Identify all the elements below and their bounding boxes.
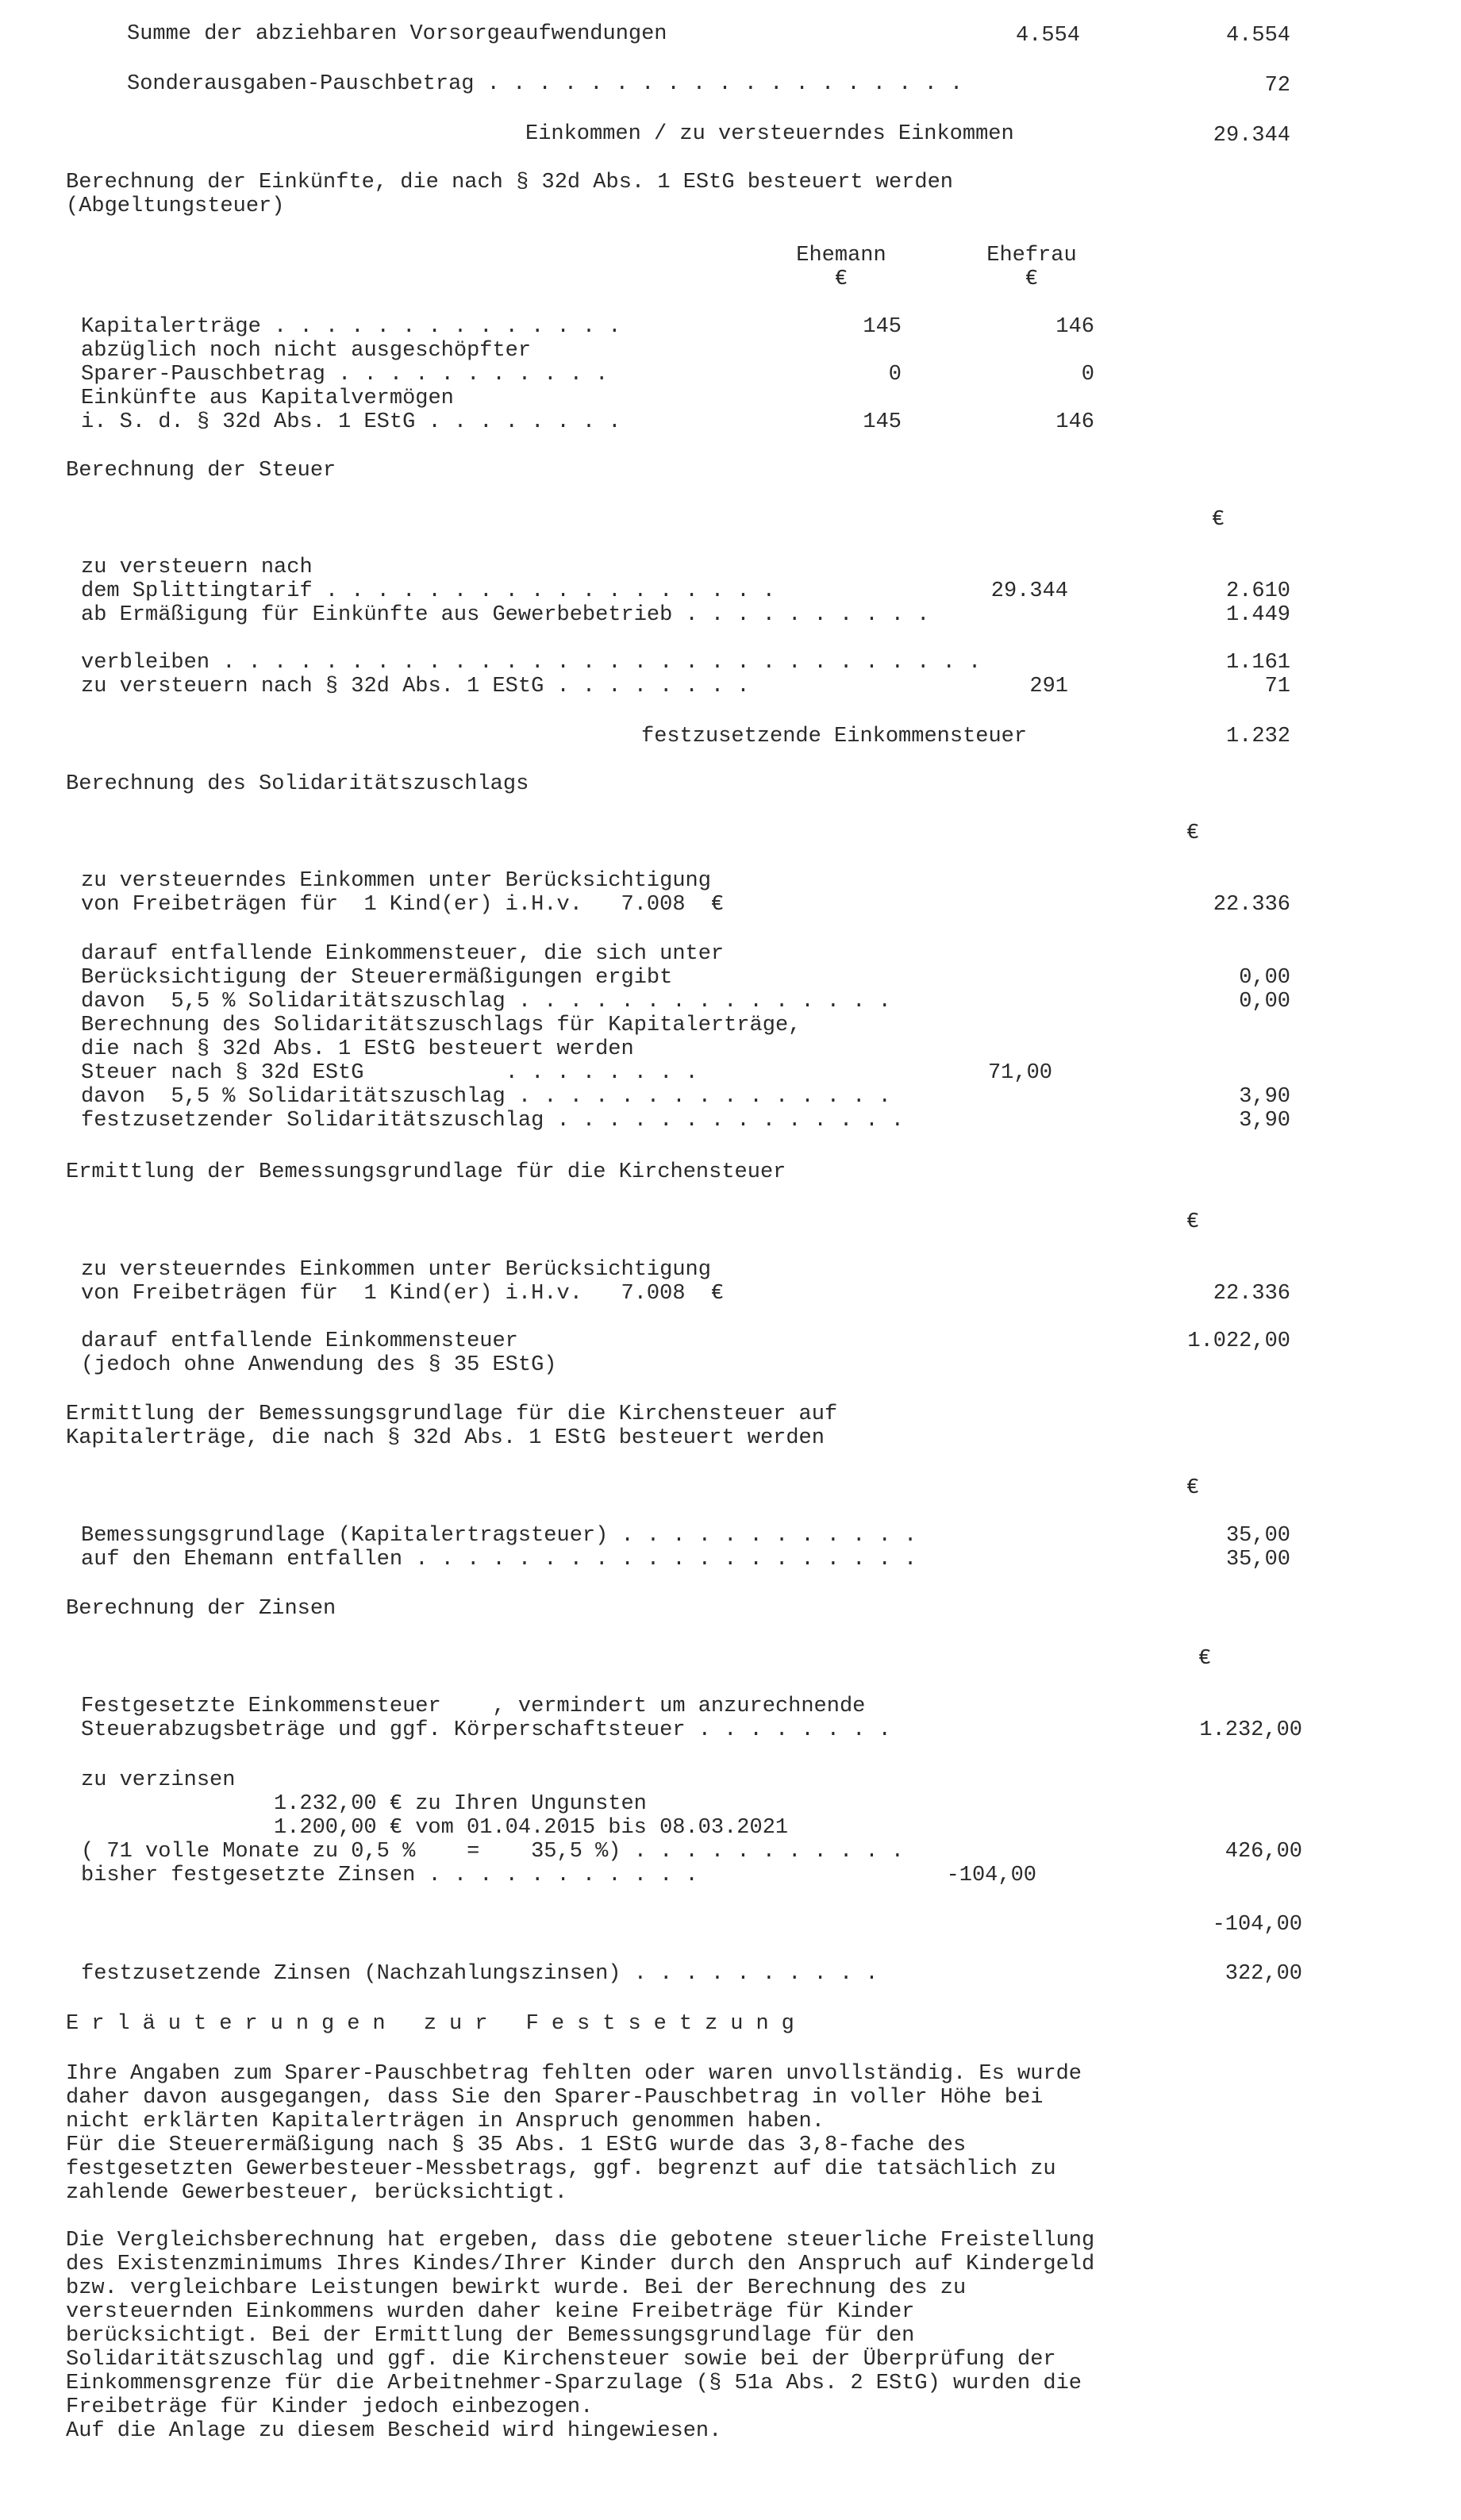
steuer-heading: Berechnung der Steuer <box>66 459 336 483</box>
erlaeuterungen-line: Freibeträge für Kinder jedoch einbezogen. <box>66 2395 594 2419</box>
soli-mid-8: 71,00 <box>987 1061 1052 1085</box>
soli-line-2: von Freibeträgen für 1 Kind(er) i.H.v. 7.008 € <box>81 893 725 917</box>
zinsen-line-2: Steuerabzugsbeträge und ggf. Körperschaftsteuer . . . . . . . . <box>81 1718 891 1742</box>
soli-currency: € <box>1186 821 1200 845</box>
col-ehefrau: Ehefrau <box>986 244 1077 267</box>
steuer-row-4-value: 1.161 <box>1225 651 1290 675</box>
col-ehefrau-currency: € <box>1025 267 1039 291</box>
erlaeuterungen-line: bzw. vergleichbare Leistungen bewirkt wurde. Bei der Berechnung des zu <box>66 2276 967 2300</box>
vorsorge-value-2: 4.554 <box>1225 24 1290 48</box>
kirche-kap-value-1: 35,00 <box>1225 1524 1290 1548</box>
kirche-kap-heading-1: Ermittlung der Bemessungsgrundlage für die Kirchensteuer auf <box>66 1402 838 1426</box>
kirche-line-1: zu versteuerndes Einkommen unter Berücksichtigung <box>81 1258 711 1282</box>
soli-line-3: darauf entfallende Einkommensteuer, die sich unter <box>81 942 725 966</box>
kirche-kap-line-1: Bemessungsgrundlage (Kapitalertragsteuer) . . . . . . . . . . . . <box>81 1524 917 1548</box>
soli-line-7: die nach § 32d Abs. 1 EStG besteuert werden <box>81 1037 634 1061</box>
zinsen-mid-7: -104,00 <box>946 1864 1036 1887</box>
soli-line-5: davon 5,5 % Solidaritätszuschlag . . . . . . . . . . . . . . . <box>81 990 891 1014</box>
abgeltung-row-ehemann: 145 <box>863 315 902 339</box>
soli-line-4: Berücksichtigung der Steuerermäßigungen ergibt <box>81 966 673 990</box>
vorsorge-value-1: 4.554 <box>1015 24 1080 48</box>
kirche-currency: € <box>1186 1210 1200 1234</box>
steuer-row-2-mid: 29.344 <box>990 579 1068 603</box>
erlaeuterungen-line: Die Vergleichsberechnung hat ergeben, dass die gebotene steuerliche Freistellung <box>66 2229 1095 2253</box>
erlaeuterungen-line: versteuernden Einkommens wurden daher keine Freibeträge für Kinder <box>66 2300 915 2324</box>
erlaeuterungen-line: Einkommensgrenze für die Arbeitnehmer-Sparzulage (§ 51a Abs. 2 EStG) wurden die <box>66 2372 1082 2395</box>
abgeltung-row-label: Sparer-Pauschbetrag . . . . . . . . . . . <box>81 363 609 387</box>
col-ehemann: Ehemann <box>796 244 886 267</box>
erlaeuterungen-line: zahlende Gewerbesteuer, berücksichtigt. <box>66 2181 567 2205</box>
zinsen-value-2: 1.232,00 <box>1199 1718 1302 1742</box>
soli-value-2: 22.336 <box>1213 893 1290 917</box>
einkommen-label: Einkommen / zu versteuerndes Einkommen <box>525 122 1014 146</box>
soli-line-9: davon 5,5 % Solidaritätszuschlag . . . . . . . . . . . . . . . <box>81 1085 891 1109</box>
zinsen-heading: Berechnung der Zinsen <box>66 1597 336 1621</box>
erlaeuterungen-line: Für die Steuerermäßigung nach § 35 Abs. 1 EStG wurde das 3,8-fache des <box>66 2133 967 2157</box>
erlaeuterungen-line: Auf die Anlage zu diesem Bescheid wird hingewiesen. <box>66 2419 722 2443</box>
erlaeuterungen-heading: Erläuterungen zur Festsetzung <box>66 2012 807 2036</box>
col-ehemann-currency: € <box>834 267 848 291</box>
abgeltung-row-label: Einkünfte aus Kapitalvermögen <box>81 387 454 410</box>
abgeltung-row-ehemann: 145 <box>863 410 902 434</box>
zinsen-value-6: 426,00 <box>1225 1840 1302 1864</box>
abgeltung-row-label: abzüglich noch nicht ausgeschöpfter <box>81 339 532 363</box>
steuer-row-5-mid: 291 <box>1029 675 1068 698</box>
soli-value-5: 0,00 <box>1239 990 1290 1014</box>
zinsen-line-1: Festgesetzte Einkommensteuer , vermindert um anzurechnende <box>81 1695 866 1718</box>
kirche-line-4: (jedoch ohne Anwendung des § 35 EStG) <box>81 1353 557 1377</box>
soli-line-1: zu versteuerndes Einkommen unter Berücksichtigung <box>81 869 711 893</box>
steuer-row-1-label: zu versteuern nach <box>81 556 313 579</box>
zinsen-value-8: -104,00 <box>1212 1913 1302 1937</box>
kirche-value-3: 1.022,00 <box>1187 1329 1290 1353</box>
kirche-heading: Ermittlung der Bemessungsgrundlage für die Kirchensteuer <box>66 1160 786 1184</box>
steuer-currency: € <box>1212 508 1225 532</box>
kirche-kap-value-2: 35,00 <box>1225 1548 1290 1572</box>
abgeltung-heading-2: (Abgeltungsteuer) <box>66 194 285 218</box>
zinsen-currency: € <box>1198 1647 1212 1671</box>
steuer-row-3-value: 1.449 <box>1225 603 1290 627</box>
soli-value-10: 3,90 <box>1239 1109 1290 1133</box>
soli-line-8: Steuer nach § 32d EStG . . . . . . . . <box>81 1061 698 1085</box>
steuer-row-2-label: dem Splittingtarif . . . . . . . . . . . . . . . . . . <box>81 579 775 603</box>
einkommen-value: 29.344 <box>1213 124 1290 148</box>
abgeltung-heading-1: Berechnung der Einkünfte, die nach § 32d Abs. 1 EStG besteuert werden <box>66 171 953 194</box>
abgeltung-row-ehefrau: 0 <box>1081 363 1094 387</box>
steuer-total-label: festzusetzende Einkommensteuer <box>641 725 1028 748</box>
soli-line-10: festzusetzender Solidaritätszuschlag . . . . . . . . . . . . . . <box>81 1109 904 1133</box>
steuer-row-5-label: zu versteuern nach § 32d Abs. 1 EStG . . . . . . . . <box>81 675 750 698</box>
soli-heading: Berechnung des Solidaritätszuschlags <box>66 772 529 796</box>
kirche-kap-heading-2: Kapitalerträge, die nach § 32d Abs. 1 EStG besteuert werden <box>66 1426 825 1450</box>
erlaeuterungen-line: nicht erklärten Kapitalerträgen in Anspruch genommen haben. <box>66 2110 825 2133</box>
sonderausgaben-label: Sonderausgaben-Pauschbetrag . . . . . . . . . . . . . . . . . . . <box>127 72 963 96</box>
soli-value-4: 0,00 <box>1239 966 1290 990</box>
erlaeuterungen-line: des Existenzminimums Ihres Kindes/Ihrer Kinder durch den Anspruch auf Kindergeld <box>66 2253 1095 2276</box>
abgeltung-row-label: Kapitalerträge . . . . . . . . . . . . . . <box>81 315 621 339</box>
kirche-line-2: von Freibeträgen für 1 Kind(er) i.H.v. 7.008 € <box>81 1282 725 1306</box>
vorsorge-label: Summe der abziehbaren Vorsorgeaufwendungen <box>127 22 667 46</box>
zinsen-line-6: ( 71 volle Monate zu 0,5 % = 35,5 %) . . . . . . . . . . . <box>81 1840 904 1864</box>
erlaeuterungen-line: daher davon ausgegangen, dass Sie den Sparer-Pauschbetrag in voller Höhe bei <box>66 2086 1044 2110</box>
zinsen-line-3: zu verzinsen <box>81 1768 236 1792</box>
steuer-row-5-value: 71 <box>1264 675 1290 698</box>
steuer-row-2-value: 2.610 <box>1225 579 1290 603</box>
kirche-value-2: 22.336 <box>1213 1282 1290 1306</box>
kirche-kap-currency: € <box>1186 1476 1200 1500</box>
abgeltung-row-label: i. S. d. § 32d Abs. 1 EStG . . . . . . . . <box>81 410 621 434</box>
sonderausgaben-value: 72 <box>1264 74 1290 98</box>
zinsen-line-9: festzusetzende Zinsen (Nachzahlungszinsen) . . . . . . . . . . <box>81 1962 879 1986</box>
abgeltung-row-ehefrau: 146 <box>1055 410 1094 434</box>
zinsen-line-4: 1.232,00 € zu Ihren Ungunsten <box>274 1792 647 1816</box>
zinsen-line-5: 1.200,00 € vom 01.04.2015 bis 08.03.2021 <box>274 1816 789 1840</box>
erlaeuterungen-line: Ihre Angaben zum Sparer-Pauschbetrag fehlten oder waren unvollständig. Es wurde <box>66 2062 1082 2086</box>
steuer-total-value: 1.232 <box>1225 725 1290 748</box>
erlaeuterungen-line: Solidaritätszuschlag und ggf. die Kirchensteuer sowie bei der Überprüfung der <box>66 2348 1056 2372</box>
erlaeuterungen-line: berücksichtigt. Bei der Ermittlung der Bemessungsgrundlage für den <box>66 2324 915 2348</box>
abgeltung-row-ehemann: 0 <box>888 363 902 387</box>
soli-value-9: 3,90 <box>1239 1085 1290 1109</box>
steuer-row-4-label: verbleiben . . . . . . . . . . . . . . . . . . . . . . . . . . . . . . <box>81 651 982 675</box>
zinsen-line-7: bisher festgesetzte Zinsen . . . . . . . . . . . <box>81 1864 698 1887</box>
abgeltung-row-ehefrau: 146 <box>1055 315 1094 339</box>
erlaeuterungen-line: festgesetzten Gewerbesteuer-Messbetrags, ggf. begrenzt auf die tatsächlich zu <box>66 2157 1056 2181</box>
zinsen-value-9: 322,00 <box>1225 1962 1302 1986</box>
steuer-row-3-label: ab Ermäßigung für Einkünfte aus Gewerbebetrieb . . . . . . . . . . <box>81 603 930 627</box>
kirche-line-3: darauf entfallende Einkommensteuer <box>81 1329 518 1353</box>
kirche-kap-line-2: auf den Ehemann entfallen . . . . . . . . . . . . . . . . . . . . <box>81 1548 917 1572</box>
soli-line-6: Berechnung des Solidaritätszuschlags für Kapitalerträge, <box>81 1014 802 1037</box>
